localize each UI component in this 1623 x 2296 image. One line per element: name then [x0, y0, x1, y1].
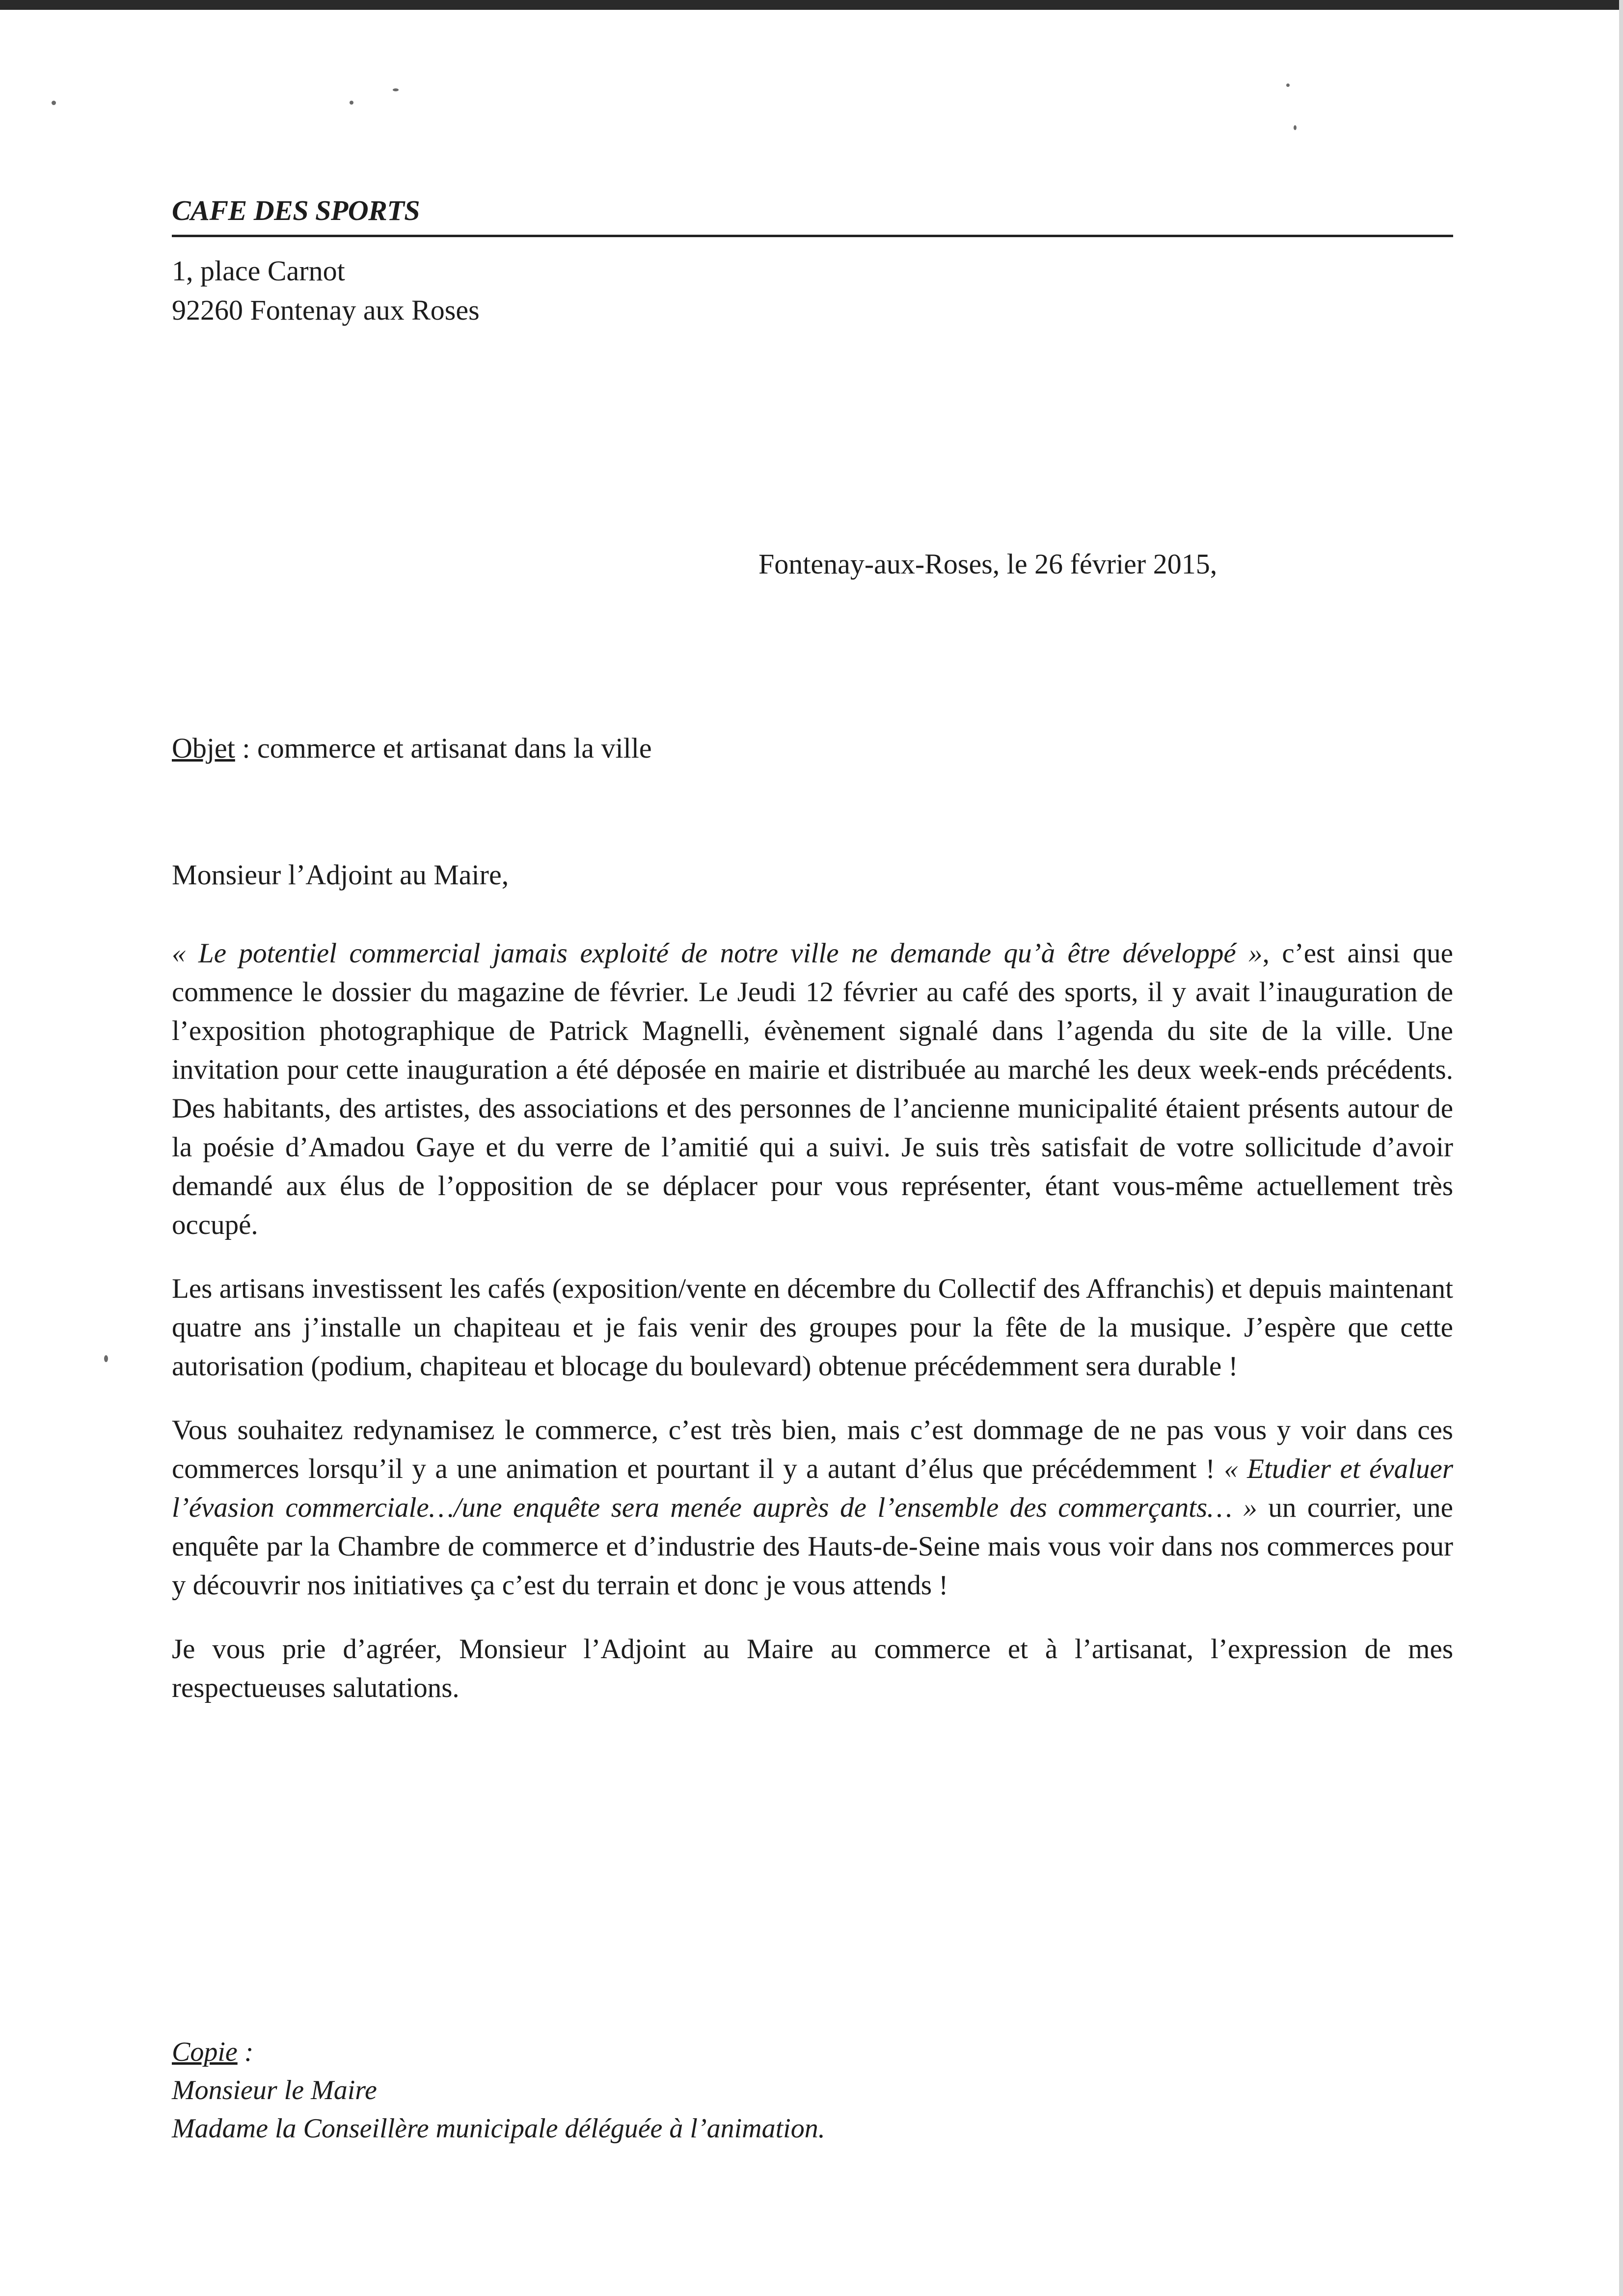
closing-paragraph: Je vous prie d’agréer, Monsieur l’Adjoint au Maire au commerce et à l’artisanat, l’expression de mes respectueuses salutations.: [172, 1634, 1453, 1703]
scan-speck: [52, 101, 56, 105]
paragraph-3-text: un courrier, une enquête par la Chambre de commerce et d’industrie des Hauts-de-Seine mais vous voir dans nos commerces pour y découvrir nos initiatives ça c’est du terrain et donc je vous attends !: [172, 1492, 1453, 1601]
copies-heading: [172, 2033, 825, 2071]
subject-line: [172, 732, 652, 765]
scan-speck: [1286, 83, 1290, 87]
paragraph-3-quote: « Etudier et évaluer l’évasion commerciale…/une enquête sera menée auprès de l’ensemble des commerçants… »: [172, 1453, 1453, 1523]
address-city: 92260 Fontenay aux Roses: [172, 294, 480, 326]
paragraph-3-intro: Vous souhaitez redynamisez le commerce, c’est très bien, mais c’est dommage de ne pas vous y voir dans ces commerces lorsqu’il y a une animation et pourtant il y a autant d’élus que précédemment !: [172, 1415, 1453, 1484]
copies-label: Copie: [172, 2037, 238, 2067]
scan-speck: [393, 88, 399, 91]
subject-separator: :: [235, 732, 257, 764]
salutation: Monsieur l’Adjoint au Maire,: [172, 859, 509, 891]
copies-block: [172, 2033, 825, 2148]
header-rule: [172, 235, 1453, 237]
paragraph-1-text: , c’est ainsi que commence le dossier du magazine de février. Le Jeudi 12 février au café des sports, il y avait l’inauguration de l’exposition photographique de Patrick Magnelli, évènement signalé dans l’agenda du site de la ville. Une invitation pour cette inauguration a été déposée en mairie et distribuée au marché les deux week-ends précédents. Des habitants, des artistes, des associations et des personnes de l’ancienne municipalité étaient présents autour de la poésie d’Amadou Gaye et du verre de l’amitié qui a suivi. Je suis très satisfait de votre sollicitude d’avoir demandé aux élus de l’opposition de se déplacer pour vous représenter, étant vous-même actuellement très occupé.: [172, 938, 1453, 1240]
subject-label: Objet: [172, 732, 235, 764]
copies-separator: :: [237, 2037, 254, 2067]
paragraph-3: [172, 1411, 1453, 1605]
copy-recipient-councillor: Madame la Conseillère municipale déléguée à l’animation.: [172, 2113, 825, 2144]
scan-speck: [1294, 125, 1297, 130]
copy-recipient-mayor: Monsieur le Maire: [172, 2075, 377, 2105]
paragraph-1: [172, 934, 1453, 1244]
scan-speck: [104, 1355, 108, 1362]
scan-speck: [350, 101, 353, 105]
subject-text: commerce et artisanat dans la ville: [257, 732, 652, 764]
scan-top-edge: [0, 0, 1623, 10]
sender-address: [172, 251, 480, 330]
paragraph-2: Les artisans investissent les cafés (exposition/vente en décembre du Collectif des Affranchis) et depuis maintenant quatre ans j’installe un chapiteau et je fais venir des groupes pour la fête de la musique. J’espère que cette autorisation (podium, chapiteau et blocage du boulevard) obtenue précédemment sera durable !: [172, 1273, 1453, 1382]
date-line: Fontenay-aux-Roses, le 26 février 2015,: [758, 548, 1217, 580]
paragraph-1-quote: « Le potentiel commercial jamais exploité de notre ville ne demande qu’à être développé »: [172, 938, 1263, 969]
address-street: 1, place Carnot: [172, 255, 345, 287]
sender-name: CAFE DES SPORTS: [172, 194, 420, 226]
letter-body: [172, 934, 1453, 1732]
scan-right-edge: [1619, 0, 1623, 2296]
